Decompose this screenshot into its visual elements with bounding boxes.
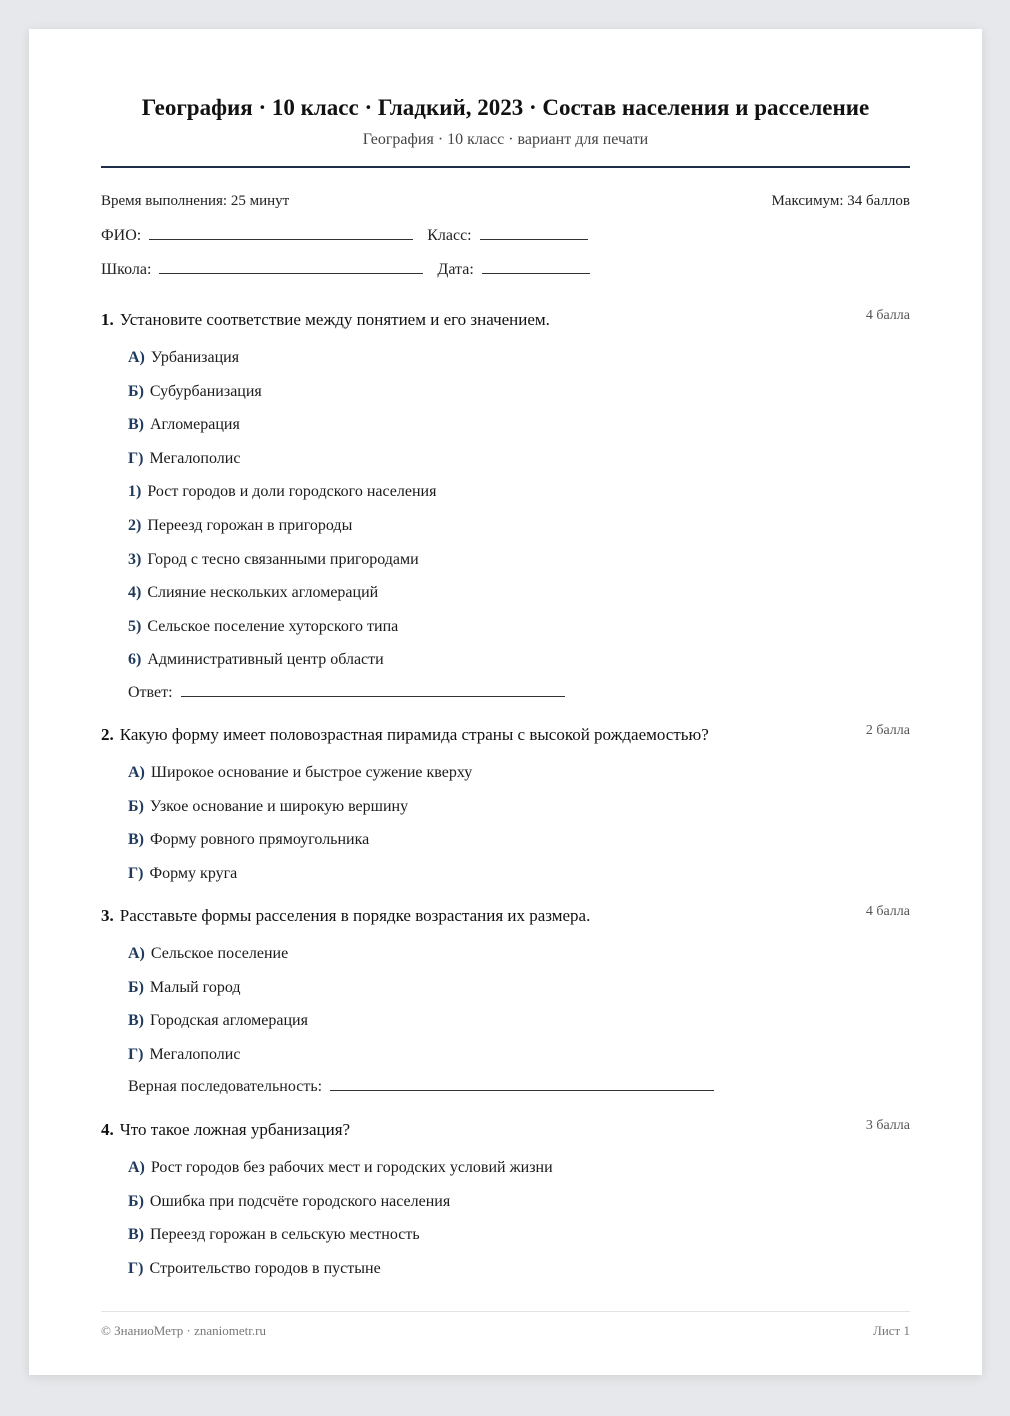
option-v[interactable] xyxy=(128,828,937,862)
question-3 xyxy=(101,906,910,1102)
footer-divider xyxy=(101,1311,910,1312)
option-letter: Б) xyxy=(128,797,144,815)
option-letter: Б) xyxy=(128,1192,144,1210)
option-letter: 5) xyxy=(128,617,142,635)
school-label: Школа: xyxy=(101,261,152,278)
question-number: 1. xyxy=(101,310,114,329)
question-points: 3 балла xyxy=(865,1118,910,1133)
option-text: Форму ровного прямоугольника xyxy=(150,831,370,849)
option-letter: В) xyxy=(128,831,144,849)
match-6[interactable] xyxy=(128,648,937,682)
fio-class-row xyxy=(101,225,588,245)
option-letter: Г) xyxy=(128,1045,144,1063)
option-letter: Б) xyxy=(128,978,144,996)
option-g[interactable] xyxy=(128,1043,937,1077)
option-b[interactable] xyxy=(128,380,937,414)
class-label: Класс: xyxy=(427,227,472,244)
option-text: Город с тесно связанными пригородами xyxy=(147,550,419,568)
question-points: 4 балла xyxy=(865,904,910,919)
question-points: 4 балла xyxy=(865,308,910,323)
option-text: Мегалополис xyxy=(149,1045,241,1063)
option-letter: 6) xyxy=(128,651,142,669)
option-letter: Г) xyxy=(128,864,144,882)
option-letter: Г) xyxy=(128,449,144,467)
option-text: Урбанизация xyxy=(150,349,240,366)
option-text: Городская агломерация xyxy=(150,1012,308,1030)
answer-label: Ответ: xyxy=(128,683,173,701)
option-v[interactable] xyxy=(128,1009,937,1043)
match-5[interactable] xyxy=(128,615,937,649)
option-letter: В) xyxy=(128,1226,144,1244)
question-4 xyxy=(101,1120,910,1290)
option-letter: А) xyxy=(128,764,145,781)
answer-field[interactable] xyxy=(330,1076,714,1091)
option-a[interactable] xyxy=(128,346,937,380)
question-1 xyxy=(101,310,910,708)
question-text: Что такое ложная урбанизация? xyxy=(119,1120,351,1139)
question-header xyxy=(101,1120,910,1144)
date-label: Дата: xyxy=(437,261,474,278)
option-text: Узкое основание и широкую вершину xyxy=(149,797,409,815)
option-b[interactable] xyxy=(128,1190,937,1224)
option-letter: А) xyxy=(128,945,145,962)
option-letter: 4) xyxy=(128,584,142,602)
option-b[interactable] xyxy=(128,976,937,1010)
option-text: Ошибка при подсчёте городского населения xyxy=(149,1192,451,1210)
option-g[interactable] xyxy=(128,862,937,896)
max-score: Максимум: 34 баллов xyxy=(771,193,910,209)
option-a[interactable] xyxy=(128,1156,937,1190)
footer-sheet-number: Лист 1 xyxy=(873,1323,910,1338)
question-text: Какую форму имеет половозрастная пирамида страны с высокой рождаемостью? xyxy=(119,725,709,744)
test-sheet xyxy=(29,29,982,1375)
option-letter: 2) xyxy=(128,516,142,534)
question-points: 2 балла xyxy=(865,723,910,738)
option-text: Административный центр области xyxy=(147,651,384,669)
option-text: Рост городов и доли городского населения xyxy=(147,483,437,501)
page-title: География · 10 класс · Гладкий, 2023 · Состав населения и расселение xyxy=(141,95,870,120)
answer-field[interactable] xyxy=(181,682,565,697)
page-subtitle: География · 10 класс · вариант для печати xyxy=(362,131,649,148)
date-field[interactable] xyxy=(482,259,590,274)
option-text: Субурбанизация xyxy=(149,382,262,400)
option-text: Рост городов без рабочих мест и городских условий жизни xyxy=(150,1159,553,1176)
option-text: Сельское поселение хуторского типа xyxy=(147,617,399,635)
fio-field[interactable] xyxy=(149,225,413,240)
match-2[interactable] xyxy=(128,514,937,548)
option-letter: А) xyxy=(128,349,145,366)
option-text: Малый город xyxy=(149,978,241,996)
option-a[interactable] xyxy=(128,942,937,976)
match-1[interactable] xyxy=(128,480,937,514)
class-field[interactable] xyxy=(480,225,588,240)
question-text: Расставьте формы расселения в порядке возрастания их размера. xyxy=(119,906,591,925)
question-header xyxy=(101,906,910,930)
option-text: Мегалополис xyxy=(149,449,241,467)
answer-row xyxy=(128,682,937,708)
fio-label: ФИО: xyxy=(101,227,142,244)
question-2 xyxy=(101,725,910,895)
sequence-answer-row xyxy=(128,1076,937,1102)
footer-copyright: © ЗнаниоМетр · znaniometr.ru xyxy=(101,1323,266,1338)
question-number: 3. xyxy=(101,906,114,925)
question-header xyxy=(101,310,910,334)
option-text: Сельское поселение xyxy=(150,945,289,962)
question-number: 4. xyxy=(101,1120,114,1139)
match-3[interactable] xyxy=(128,548,937,582)
option-v[interactable] xyxy=(128,1223,937,1257)
school-field[interactable] xyxy=(159,259,423,274)
option-text: Строительство городов в пустыне xyxy=(149,1259,381,1277)
option-text: Широкое основание и быстрое сужение кверху xyxy=(150,764,473,781)
option-letter: 1) xyxy=(128,483,142,501)
option-text: Форму круга xyxy=(149,864,238,882)
match-4[interactable] xyxy=(128,581,937,615)
school-date-row xyxy=(101,259,590,279)
answer-label: Верная последовательность: xyxy=(128,1078,323,1096)
option-letter: А) xyxy=(128,1159,145,1176)
option-letter: 3) xyxy=(128,550,142,568)
option-g[interactable] xyxy=(128,1257,937,1291)
time-limit: Время выполнения: 25 минут xyxy=(101,193,290,209)
option-letter: В) xyxy=(128,416,144,434)
option-v[interactable] xyxy=(128,413,937,447)
option-b[interactable] xyxy=(128,795,937,829)
option-letter: Б) xyxy=(128,382,144,400)
option-text: Переезд горожан в сельскую местность xyxy=(150,1226,420,1244)
question-number: 2. xyxy=(101,725,114,744)
option-text: Агломерация xyxy=(150,416,240,434)
option-text: Слияние нескольких агломераций xyxy=(147,584,379,602)
question-header xyxy=(101,725,910,749)
question-text: Установите соответствие между понятием и его значением. xyxy=(119,310,550,329)
header-divider xyxy=(101,166,910,168)
option-letter: В) xyxy=(128,1012,144,1030)
option-letter: Г) xyxy=(128,1259,144,1277)
option-a[interactable] xyxy=(128,761,937,795)
option-g[interactable] xyxy=(128,447,937,481)
option-text: Переезд горожан в пригороды xyxy=(147,516,353,534)
